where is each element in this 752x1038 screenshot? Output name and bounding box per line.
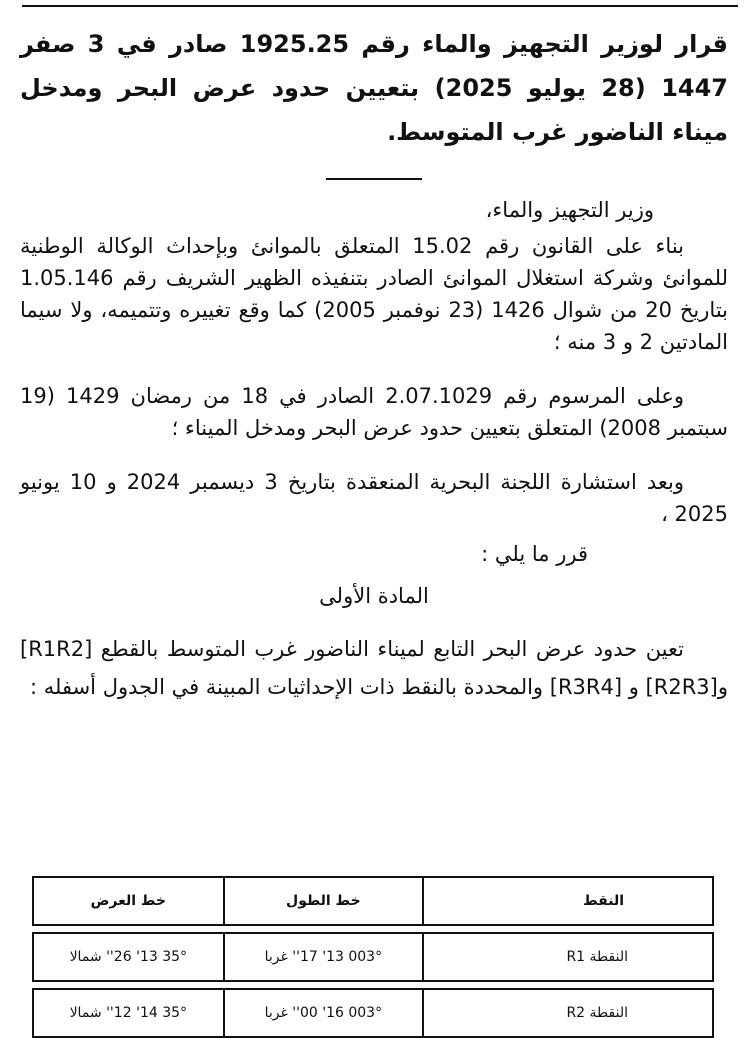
row-longitude: 003° 16' 00'' غربا bbox=[224, 989, 423, 1037]
decree-title: قرار لوزير التجهيز والماء رقم 1925.25 صادر في 3 صفر 1447 (28 يوليو 2025) بتعيين حدود عرض البحر ومدخل ميناء الناضور غرب المتوسط. bbox=[20, 30, 729, 146]
article-body: تعين حدود عرض البحر التابع لميناء الناضور غرب المتوسط بالقطع [R1R2] و[R2R3] و [R3R4] والمحددة بالنقط ذات الإحداثيات المبينة في الجدول أسفله : bbox=[20, 637, 728, 699]
table-row bbox=[33, 933, 713, 981]
title-divider bbox=[326, 178, 422, 180]
row-point: النقطة R1 bbox=[423, 933, 713, 981]
row-point: النقطة R2 bbox=[423, 989, 713, 1037]
decided-line: قرر ما يلي : bbox=[481, 542, 588, 566]
table-spacer bbox=[33, 981, 713, 989]
header-points: النقط bbox=[423, 877, 713, 925]
preamble-paragraph-1: بناء على القانون رقم 15.02 المتعلق بالموانئ وبإحداث الوكالة الوطنية للموانئ وشركة استغلال الموانئ الصادر بتنفيذه الظهير الشريف رقم 1.05.146 بتاريخ 20 من شوال 1426 (23 نوفمبر 2005) كما وقع تغييره وتتميمه، ولا سيما المادتين 2 و 3 منه ؛ bbox=[20, 234, 728, 354]
coordinates-table bbox=[32, 876, 714, 1038]
header-latitude: خط العرض bbox=[33, 877, 224, 925]
table-header-row bbox=[33, 877, 713, 925]
article-title: المادة الأولى bbox=[319, 584, 429, 608]
spacer-cell bbox=[33, 925, 713, 933]
preamble-paragraph-3: وبعد استشارة اللجنة البحرية المنعقدة بتاريخ 3 ديسمبر 2024 و 10 يونيو 2025 ، bbox=[20, 470, 728, 526]
decree-document bbox=[20, 14, 728, 706]
table-spacer bbox=[33, 925, 713, 933]
row-longitude: 003° 13' 17'' غربا bbox=[224, 933, 423, 981]
spacer-cell bbox=[33, 981, 713, 989]
minister-line: وزير التجهيز والماء، bbox=[485, 198, 654, 222]
preamble-paragraph-2: وعلى المرسوم رقم 2.07.1029 الصادر في 18 من رمضان 1429 (19 سبتمبر 2008) المتعلق بتعيين حدود عرض البحر ومدخل الميناء ؛ bbox=[20, 384, 728, 440]
row-latitude: 35° 14' 12'' شمالا bbox=[33, 989, 224, 1037]
row-latitude: 35° 13' 26'' شمالا bbox=[33, 933, 224, 981]
top-rule bbox=[22, 5, 738, 7]
header-longitude: خط الطول bbox=[224, 877, 423, 925]
